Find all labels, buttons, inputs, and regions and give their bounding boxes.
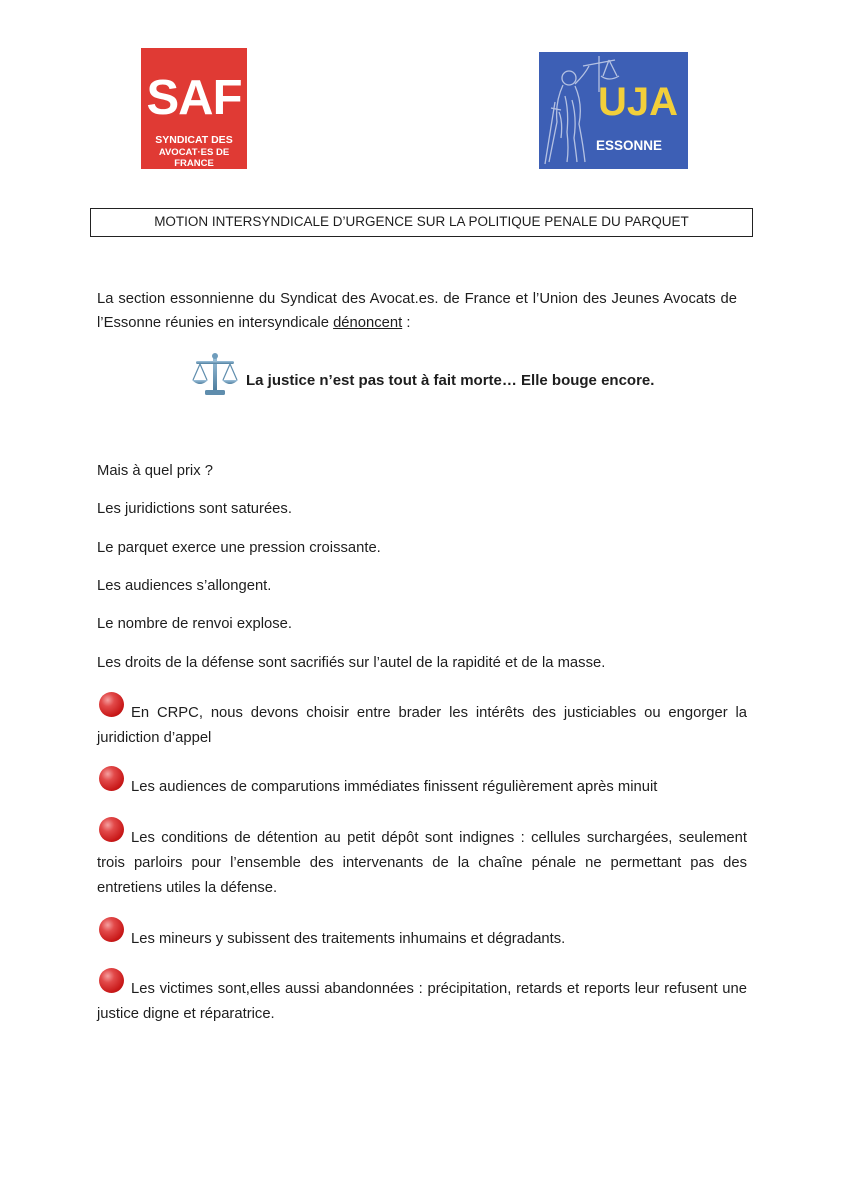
intro-text: La section essonnienne du Syndicat des Avocat.es. de France et l’Union des Jeunes Avocats de l’Essonne réunies en intersyndicale [97,291,737,331]
bullet-item [97,826,747,901]
intro-after: : [402,315,411,331]
headline [190,350,654,398]
bullet-item [97,927,747,952]
uja-logo-main: UJA [598,80,679,124]
line-droits: Les droits de la défense sont sacrifiés sur l’autel de la rapidité et de la masse. [97,655,606,671]
line-parquet: Le parquet exerce une pression croissante. [97,540,381,556]
bullet-item [97,775,747,800]
bullet-text: Les victimes sont,elles aussi abandonnées : précipitation, retards et reports leur refusent une justice digne et réparatrice. [97,981,747,1022]
line-renvoi: Le nombre de renvoi explose. [97,616,292,632]
bullet-text: Les mineurs y subissent des traitements inhumains et dégradants. [131,931,566,947]
line-audiences: Les audiences s’allongent. [97,578,272,594]
intro-underlined: dénoncent [333,315,403,331]
bullet-item [97,701,747,751]
saf-logo-line1: SYNDICAT DES [155,134,233,146]
line-saturees: Les juridictions sont saturées. [97,501,292,517]
bullet-item [97,977,747,1027]
uja-logo [539,52,688,169]
bullet-text: Les audiences de comparutions immédiates finissent régulièrement après minuit [131,779,658,795]
saf-logo-main: SAF [146,71,242,125]
intro-paragraph [97,287,737,335]
line-question: Mais à quel prix ? [97,463,213,479]
document-title: MOTION INTERSYNDICALE D’URGENCE SUR LA POLITIQUE PENALE DU PARQUET [90,208,753,237]
scales-icon [190,350,240,398]
bullet-text: En CRPC, nous devons choisir entre brader les intérêts des justiciables ou engorger la juridiction d’appel [97,705,747,746]
saf-logo-line2: AVOCAT·ES DE FRANCE [158,146,230,169]
uja-logo-sub: ESSONNE [596,138,663,153]
headline-text: La justice n’est pas tout à fait morte… Elle bouge encore. [246,371,655,389]
bullet-text: Les conditions de détention au petit dépôt sont indignes : cellules surchargées, seulement trois parloirs pour l’ensemble des intervenants de la chaîne pénale ne permettant pas des entretiens utiles la défense. [97,830,747,896]
saf-logo [141,48,247,169]
